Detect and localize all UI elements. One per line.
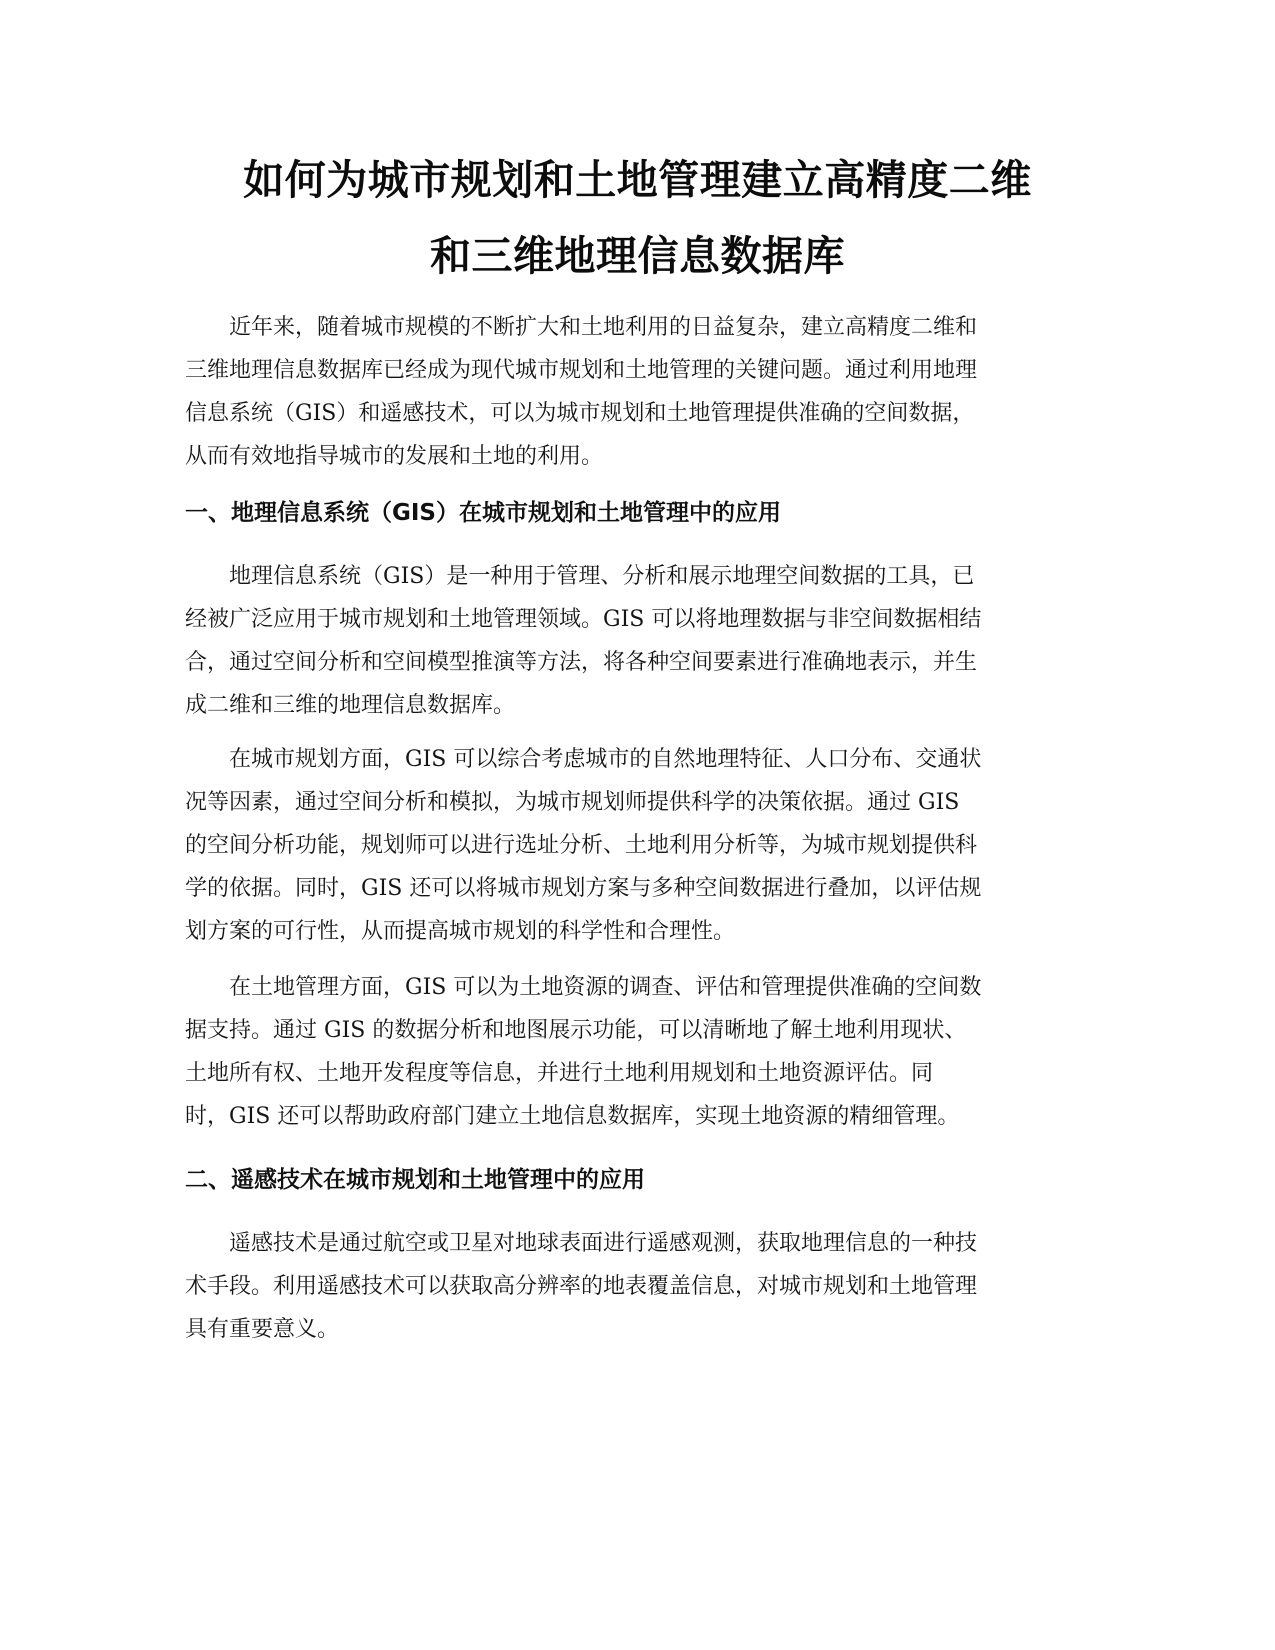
section-heading-1: 一、地理信息系统（GIS）在城市规划和土地管理中的应用 <box>185 500 782 526</box>
text-line: 经被广泛应用于城市规划和土地管理领域。GIS 可以将地理数据与非空间数据相结 <box>185 607 982 632</box>
intro-paragraph <box>185 306 1075 478</box>
title-line: 和三维地理信息数据库 <box>430 232 845 280</box>
document-title <box>150 142 1125 294</box>
text-line: 地理信息系统（GIS）是一种用于管理、分析和展示地理空间数据的工具，已 <box>229 564 975 589</box>
section1-paragraph-1 <box>185 555 1075 727</box>
text-line: 在城市规划方面，GIS 可以综合考虑城市的自然地理特征、人口分布、交通状 <box>229 747 982 772</box>
text-line: 遥感技术是通过航空或卫星对地球表面进行遥感观测，获取地理信息的一种技 <box>229 1231 978 1256</box>
section2-paragraph-1 <box>185 1222 1075 1351</box>
text-line: 三维地理信息数据库已经成为现代城市规划和土地管理的关键问题。通过利用地理 <box>185 358 978 383</box>
text-line: 近年来，随着城市规模的不断扩大和土地利用的日益复杂，建立高精度二维和 <box>229 315 978 340</box>
text-line: 划方案的可行性，从而提高城市规划的科学性和合理性。 <box>185 919 736 944</box>
title-line: 如何为城市规划和土地管理建立高精度二维 <box>243 156 1032 204</box>
text-line: 合，通过空间分析和空间模型推演等方法，将各种空间要素进行准确地表示，并生 <box>185 650 978 675</box>
text-line: 信息系统（GIS）和遥感技术，可以为城市规划和土地管理提供准确的空间数据， <box>185 401 975 426</box>
text-line: 况等因素，通过空间分析和模拟，为城市规划师提供科学的决策依据。通过 GIS <box>185 790 960 815</box>
text-line: 时，GIS 还可以帮助政府部门建立土地信息数据库，实现土地资源的精细管理。 <box>185 1104 960 1129</box>
text-line: 的空间分析功能，规划师可以进行选址分析、土地利用分析等，为城市规划提供科 <box>185 833 978 858</box>
text-line: 土地所有权、土地开发程度等信息，并进行土地利用规划和土地资源评估。同 <box>185 1061 934 1086</box>
text-line: 术手段。利用遥感技术可以获取高分辨率的地表覆盖信息，对城市规划和土地管理 <box>185 1274 978 1299</box>
text-line: 学的依据。同时，GIS 还可以将城市规划方案与多种空间数据进行叠加，以评估规 <box>185 876 982 901</box>
text-line: 在土地管理方面，GIS 可以为土地资源的调查、评估和管理提供准确的空间数 <box>229 975 982 1000</box>
text-line: 据支持。通过 GIS 的数据分析和地图展示功能，可以清晰地了解土地利用现状、 <box>185 1018 967 1043</box>
text-line: 具有重要意义。 <box>185 1317 340 1342</box>
section1-paragraph-2 <box>185 738 1075 953</box>
text-line: 成二维和三维的地理信息数据库。 <box>185 693 516 718</box>
text-line: 从而有效地指导城市的发展和土地的利用。 <box>185 444 604 469</box>
section1-paragraph-3 <box>185 966 1075 1138</box>
section-heading-2: 二、遥感技术在城市规划和土地管理中的应用 <box>185 1167 645 1193</box>
